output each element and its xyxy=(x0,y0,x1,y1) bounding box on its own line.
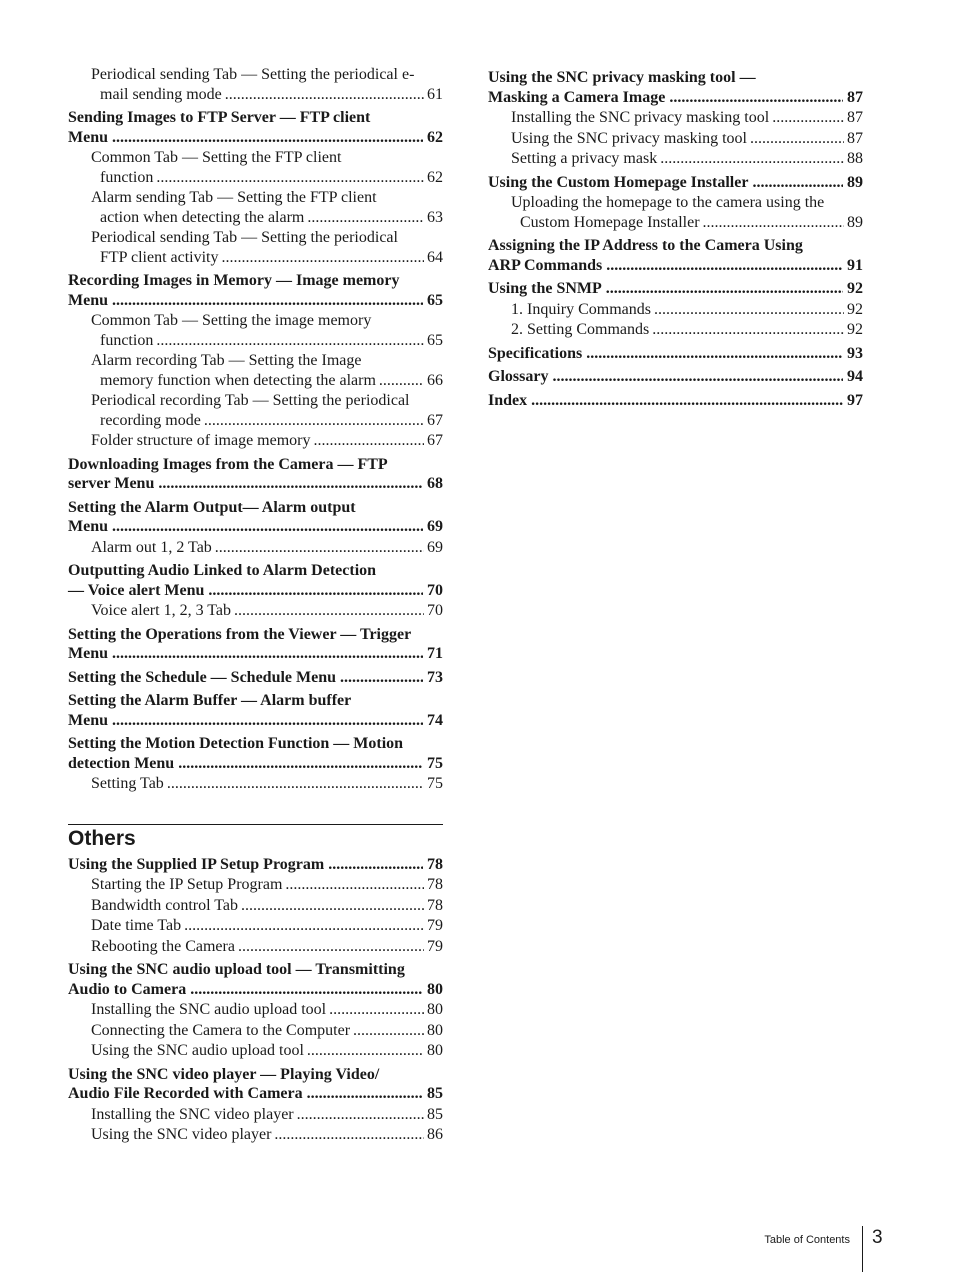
toc-heading-entry xyxy=(488,279,863,299)
toc-entry-last-line xyxy=(68,128,443,148)
dot-leader xyxy=(328,855,423,875)
toc-heading-entry xyxy=(68,855,443,875)
toc-entry-title: — Voice alert Menu xyxy=(68,581,205,599)
toc-page-number: 66 xyxy=(427,371,443,389)
toc-page-number: 61 xyxy=(427,85,443,103)
toc-subentry xyxy=(68,538,443,558)
toc-subentry xyxy=(68,188,443,227)
toc-page-number: 92 xyxy=(847,321,863,338)
toc-page-number: 80 xyxy=(427,1042,443,1059)
dot-leader xyxy=(112,711,423,731)
page-number: 3 xyxy=(872,1227,883,1248)
toc-entry-last-line xyxy=(91,1000,443,1020)
toc-entry-text-line: Using the SNC privacy masking tool — xyxy=(488,69,756,86)
toc-entry-title: Using the Supplied IP Setup Program xyxy=(68,855,325,873)
toc-page-number: 75 xyxy=(427,775,443,792)
toc-entry-text-line: Periodical sending Tab — Setting the periodical xyxy=(91,229,398,246)
toc-entries-right xyxy=(488,68,863,410)
toc-heading-entry xyxy=(488,236,863,275)
toc-entry-last-line xyxy=(488,279,863,299)
toc-page-number: 80 xyxy=(427,1001,443,1018)
toc-left-column xyxy=(68,64,443,1145)
toc-subentry xyxy=(488,108,863,128)
toc-entry-last-line xyxy=(91,538,443,558)
toc-page-number: 85 xyxy=(427,1105,443,1123)
toc-subentry xyxy=(68,875,443,895)
toc-heading-entry xyxy=(68,498,443,537)
toc-subentry xyxy=(488,129,863,149)
toc-heading-entry xyxy=(68,691,443,730)
toc-subentry xyxy=(68,351,443,390)
toc-subentry xyxy=(68,1105,443,1125)
toc-page-number: 78 xyxy=(427,896,443,914)
dot-leader xyxy=(660,149,844,169)
toc-entry-text-line: Setting the Operations from the Viewer — Trigger xyxy=(68,625,412,643)
toc-page-number: 79 xyxy=(427,937,443,955)
toc-subentry xyxy=(68,391,443,430)
toc-entry-last-line xyxy=(488,344,863,364)
toc-entry-last-line xyxy=(91,431,443,451)
toc-page-number: 93 xyxy=(847,344,863,362)
toc-subentry xyxy=(68,148,443,187)
toc-entry-title: Installing the SNC audio upload tool xyxy=(91,1001,327,1018)
toc-entry-title: 1. Inquiry Commands xyxy=(511,300,651,318)
toc-entry-text-line: Outputting Audio Linked to Alarm Detection xyxy=(68,562,377,579)
toc-heading-entry xyxy=(68,271,443,310)
toc-subentry xyxy=(68,1000,443,1020)
toc-entry-text-line: Uploading the homepage to the camera using the xyxy=(511,194,825,211)
toc-entry-title: Setting Tab xyxy=(91,775,164,792)
toc-page-number: 69 xyxy=(427,538,443,556)
toc-page-number: 68 xyxy=(427,475,443,492)
toc-entry-text-line: Periodical sending Tab — Setting the periodical e- xyxy=(91,66,415,83)
toc-page-number: 87 xyxy=(847,109,863,126)
toc-page-number: 62 xyxy=(427,168,443,186)
toc-entry-last-line xyxy=(68,668,443,688)
toc-entry-text-line: Setting the Alarm Buffer — Alarm buffer xyxy=(68,692,352,709)
dot-leader xyxy=(204,411,424,431)
toc-entry-last-line xyxy=(488,88,863,108)
toc-entry-last-line xyxy=(91,85,443,105)
toc-subentry xyxy=(68,311,443,350)
toc-page-number: 91 xyxy=(847,256,863,274)
dot-leader xyxy=(379,371,424,391)
toc-entry-last-line xyxy=(91,248,443,268)
toc-entry-title: Starting the IP Setup Program xyxy=(91,876,283,893)
toc-page-number: 86 xyxy=(427,1126,443,1143)
toc-entry-text-line: Using the SNC video player — Playing Video/ xyxy=(68,1065,380,1083)
toc-heading-entry xyxy=(488,68,863,107)
toc-entry-last-line xyxy=(488,391,863,411)
toc-entry-last-line xyxy=(91,601,443,621)
toc-page-number: 97 xyxy=(847,391,863,409)
dot-leader xyxy=(112,644,423,664)
toc-entry-last-line xyxy=(488,367,863,387)
toc-entry-title: Masking a Camera Image xyxy=(488,88,666,106)
toc-subentry xyxy=(68,228,443,267)
toc-entry-title: recording mode xyxy=(100,411,201,429)
toc-page-number: 69 xyxy=(427,518,443,535)
toc-entry-text-line: Common Tab — Setting the FTP client xyxy=(91,149,342,166)
toc-entry-title: Date time Tab xyxy=(91,917,182,934)
toc-entry-title: Specifications xyxy=(488,344,583,362)
toc-entry-title: Menu xyxy=(68,518,108,535)
dot-leader xyxy=(307,1041,424,1061)
toc-entry-last-line xyxy=(91,168,443,188)
section-divider xyxy=(68,824,443,825)
dot-leader xyxy=(552,367,843,387)
toc-entry-last-line xyxy=(68,517,443,537)
dot-leader xyxy=(158,474,423,494)
dot-leader xyxy=(340,668,423,688)
toc-entry-title: Bandwidth control Tab xyxy=(91,896,239,914)
toc-entry-title: Setting a privacy mask xyxy=(511,150,658,167)
dot-leader xyxy=(669,88,843,108)
toc-heading-entry xyxy=(68,625,443,664)
toc-entry-last-line xyxy=(91,916,443,936)
toc-entry-title: action when detecting the alarm xyxy=(100,208,305,226)
toc-subentry xyxy=(68,65,443,104)
dot-leader xyxy=(531,391,843,411)
toc-entry-title: memory function when detecting the alarm xyxy=(100,371,376,389)
toc-entry-title: Using the SNC video player xyxy=(91,1126,272,1143)
toc-entry-title: Audio to Camera xyxy=(68,980,187,998)
toc-subentry xyxy=(488,149,863,169)
toc-entry-last-line xyxy=(68,474,443,494)
dot-leader xyxy=(112,291,423,311)
toc-page-number: 70 xyxy=(427,581,443,599)
dot-leader xyxy=(274,1125,424,1145)
toc-subentry xyxy=(68,1021,443,1041)
dot-leader xyxy=(234,601,424,621)
toc-entries-left xyxy=(68,65,443,794)
toc-entry-last-line xyxy=(91,411,443,431)
dot-leader xyxy=(112,517,423,537)
dot-leader xyxy=(307,208,424,228)
toc-entry-title: Index xyxy=(488,391,528,409)
toc-entry-text-line: Assigning the IP Address to the Camera Using xyxy=(488,237,803,254)
toc-entry-title: Installing the SNC video player xyxy=(91,1105,294,1123)
toc-entry-last-line xyxy=(91,774,443,794)
dot-leader xyxy=(307,1084,423,1104)
toc-entry-title: Custom Homepage Installer xyxy=(520,213,700,231)
toc-subentry xyxy=(68,896,443,916)
toc-page-number: 89 xyxy=(847,173,863,191)
toc-entry-last-line xyxy=(91,1105,443,1125)
dot-leader xyxy=(654,300,844,320)
toc-entry-last-line xyxy=(511,129,863,149)
toc-page-number: 73 xyxy=(427,668,443,686)
toc-entry-last-line xyxy=(68,980,443,1000)
toc-heading-entry xyxy=(68,561,443,600)
toc-subentry xyxy=(68,916,443,936)
toc-entry-last-line xyxy=(68,855,443,875)
dot-leader xyxy=(750,129,844,149)
toc-entry-title: function xyxy=(100,168,154,186)
toc-page-number: 87 xyxy=(847,129,863,147)
toc-entry-title: Installing the SNC privacy masking tool xyxy=(511,109,770,126)
dot-leader xyxy=(314,431,425,451)
toc-entry-last-line xyxy=(511,213,863,233)
toc-entry-title: Menu xyxy=(68,645,108,662)
toc-entry-title: Glossary xyxy=(488,368,549,385)
toc-entry-last-line xyxy=(488,256,863,276)
toc-page-number: 67 xyxy=(427,411,443,429)
toc-heading-entry xyxy=(68,734,443,773)
toc-page-number: 89 xyxy=(847,213,863,231)
toc-entry-last-line xyxy=(68,644,443,664)
toc-page-number: 88 xyxy=(847,150,863,167)
toc-entry-title: Audio File Recorded with Camera xyxy=(68,1085,303,1102)
toc-entry-text-line: Setting the Motion Detection Function — Motion xyxy=(68,735,404,752)
toc-entry-title: Using the SNMP xyxy=(488,280,602,297)
section-title-others: Others xyxy=(68,826,136,850)
toc-page-number: 87 xyxy=(847,88,863,106)
toc-entry-last-line xyxy=(91,1041,443,1061)
toc-entry-text-line: Alarm sending Tab — Setting the FTP client xyxy=(91,189,377,206)
toc-heading-entry xyxy=(488,391,863,411)
toc-page-number: 80 xyxy=(427,980,443,998)
toc-page-number: 63 xyxy=(427,208,443,226)
toc-entry-last-line xyxy=(511,320,863,340)
toc-entry-title: ARP Commands xyxy=(488,256,603,274)
dot-leader xyxy=(112,128,423,148)
toc-subentry xyxy=(68,601,443,621)
toc-page-number: 78 xyxy=(427,855,443,873)
toc-page-number: 70 xyxy=(427,602,443,619)
toc-entry-last-line xyxy=(91,1125,443,1145)
toc-subentry xyxy=(68,1041,443,1061)
dot-leader xyxy=(190,980,423,1000)
toc-entry-last-line xyxy=(511,108,863,128)
toc-page-number: 74 xyxy=(427,711,443,729)
toc-entry-title: server Menu xyxy=(68,475,155,492)
toc-page-number: 85 xyxy=(427,1085,443,1102)
toc-page-number: 65 xyxy=(427,331,443,349)
toc-heading-entry xyxy=(68,108,443,147)
toc-entry-title: Menu xyxy=(68,711,108,729)
toc-entry-last-line xyxy=(488,173,863,193)
toc-entry-last-line xyxy=(511,300,863,320)
toc-entry-title: detection Menu xyxy=(68,754,175,772)
toc-entry-text-line: Recording Images in Memory — Image memory xyxy=(68,272,400,289)
toc-subentry xyxy=(488,193,863,232)
toc-entry-title: Folder structure of image memory xyxy=(91,432,311,449)
toc-subentry xyxy=(68,431,443,451)
dot-leader xyxy=(353,1021,424,1041)
dot-leader xyxy=(285,875,424,895)
toc-heading-entry xyxy=(68,668,443,688)
toc-entry-last-line xyxy=(91,371,443,391)
dot-leader xyxy=(606,256,843,276)
toc-entry-title: Using the SNC privacy masking tool xyxy=(511,129,747,147)
toc-page-number: 62 xyxy=(427,128,443,146)
toc-heading-entry xyxy=(68,455,443,494)
toc-entry-title: FTP client activity xyxy=(100,248,219,266)
toc-page-number: 75 xyxy=(427,754,443,772)
toc-entry-title: Menu xyxy=(68,291,108,309)
toc-right-column xyxy=(488,64,863,410)
toc-entry-title: Rebooting the Camera xyxy=(91,937,235,955)
dot-leader xyxy=(752,173,843,193)
toc-page-number: 94 xyxy=(847,368,863,385)
toc-page-number: 64 xyxy=(427,248,443,266)
dot-leader xyxy=(215,538,424,558)
dot-leader xyxy=(208,581,423,601)
dot-leader xyxy=(586,344,843,364)
toc-entry-title: Alarm out 1, 2 Tab xyxy=(91,538,212,556)
dot-leader xyxy=(167,774,424,794)
toc-entry-text-line: Downloading Images from the Camera — FTP xyxy=(68,455,388,473)
toc-entry-title: Connecting the Camera to the Computer xyxy=(91,1021,351,1039)
dot-leader xyxy=(238,937,424,957)
toc-page-number: 71 xyxy=(427,645,443,662)
dot-leader xyxy=(652,320,844,340)
toc-entry-title: Using the Custom Homepage Installer xyxy=(488,173,749,191)
toc-entry-last-line xyxy=(68,581,443,601)
toc-subentry xyxy=(68,774,443,794)
toc-subentry xyxy=(68,1125,443,1145)
toc-entry-title: Setting the Schedule — Schedule Menu xyxy=(68,668,337,686)
toc-heading-entry xyxy=(68,1065,443,1104)
dot-leader xyxy=(184,916,424,936)
toc-subentry xyxy=(68,937,443,957)
toc-entry-title: Using the SNC audio upload tool xyxy=(91,1042,304,1059)
dot-leader xyxy=(606,279,843,299)
toc-heading-entry xyxy=(68,960,443,999)
toc-entry-text-line: Periodical recording Tab — Setting the periodical xyxy=(91,392,410,409)
toc-entry-title: Voice alert 1, 2, 3 Tab xyxy=(91,602,232,619)
toc-page-number: 79 xyxy=(427,917,443,934)
toc-entry-title: Menu xyxy=(68,128,108,146)
toc-entry-title: mail sending mode xyxy=(100,85,222,103)
dot-leader xyxy=(222,248,425,268)
footer-divider xyxy=(862,1226,863,1272)
toc-entry-text-line: Setting the Alarm Output— Alarm output xyxy=(68,498,356,516)
dot-leader xyxy=(178,754,423,774)
toc-subentry xyxy=(488,300,863,320)
dot-leader xyxy=(225,85,424,105)
toc-entry-last-line xyxy=(68,711,443,731)
toc-entry-last-line xyxy=(91,331,443,351)
toc-subentry xyxy=(488,320,863,340)
toc-heading-entry xyxy=(488,367,863,387)
toc-entry-title: 2. Setting Commands xyxy=(511,321,650,338)
toc-entry-text-line: Common Tab — Setting the image memory xyxy=(91,312,372,329)
toc-entry-last-line xyxy=(91,208,443,228)
toc-entry-last-line xyxy=(68,754,443,774)
toc-entry-text-line: Alarm recording Tab — Setting the Image xyxy=(91,352,362,369)
dot-leader xyxy=(241,896,424,916)
toc-page-number: 92 xyxy=(847,280,863,297)
toc-entry-last-line xyxy=(91,875,443,895)
toc-entry-text-line: Using the SNC audio upload tool — Transmitting xyxy=(68,961,405,978)
toc-heading-entry xyxy=(488,173,863,193)
dot-leader xyxy=(329,1000,424,1020)
toc-page-number: 67 xyxy=(427,432,443,449)
toc-page-number: 65 xyxy=(427,291,443,309)
dot-leader xyxy=(772,108,844,128)
toc-entry-last-line xyxy=(68,1084,443,1104)
dot-leader xyxy=(297,1105,424,1125)
toc-entry-last-line xyxy=(91,896,443,916)
toc-entries-others xyxy=(68,855,443,1145)
toc-entry-last-line xyxy=(68,291,443,311)
dot-leader xyxy=(156,331,424,351)
toc-entry-text-line: Sending Images to FTP Server — FTP client xyxy=(68,109,371,126)
dot-leader xyxy=(703,213,844,233)
toc-entry-last-line xyxy=(91,937,443,957)
toc-heading-entry xyxy=(488,344,863,364)
dot-leader xyxy=(156,168,424,188)
footer-section-label: Table of Contents xyxy=(764,1234,850,1246)
toc-entry-title: function xyxy=(100,331,154,349)
toc-entry-last-line xyxy=(91,1021,443,1041)
toc-page-number: 80 xyxy=(427,1021,443,1039)
toc-entry-last-line xyxy=(511,149,863,169)
toc-page-number: 78 xyxy=(427,876,443,893)
toc-page-number: 92 xyxy=(847,300,863,318)
